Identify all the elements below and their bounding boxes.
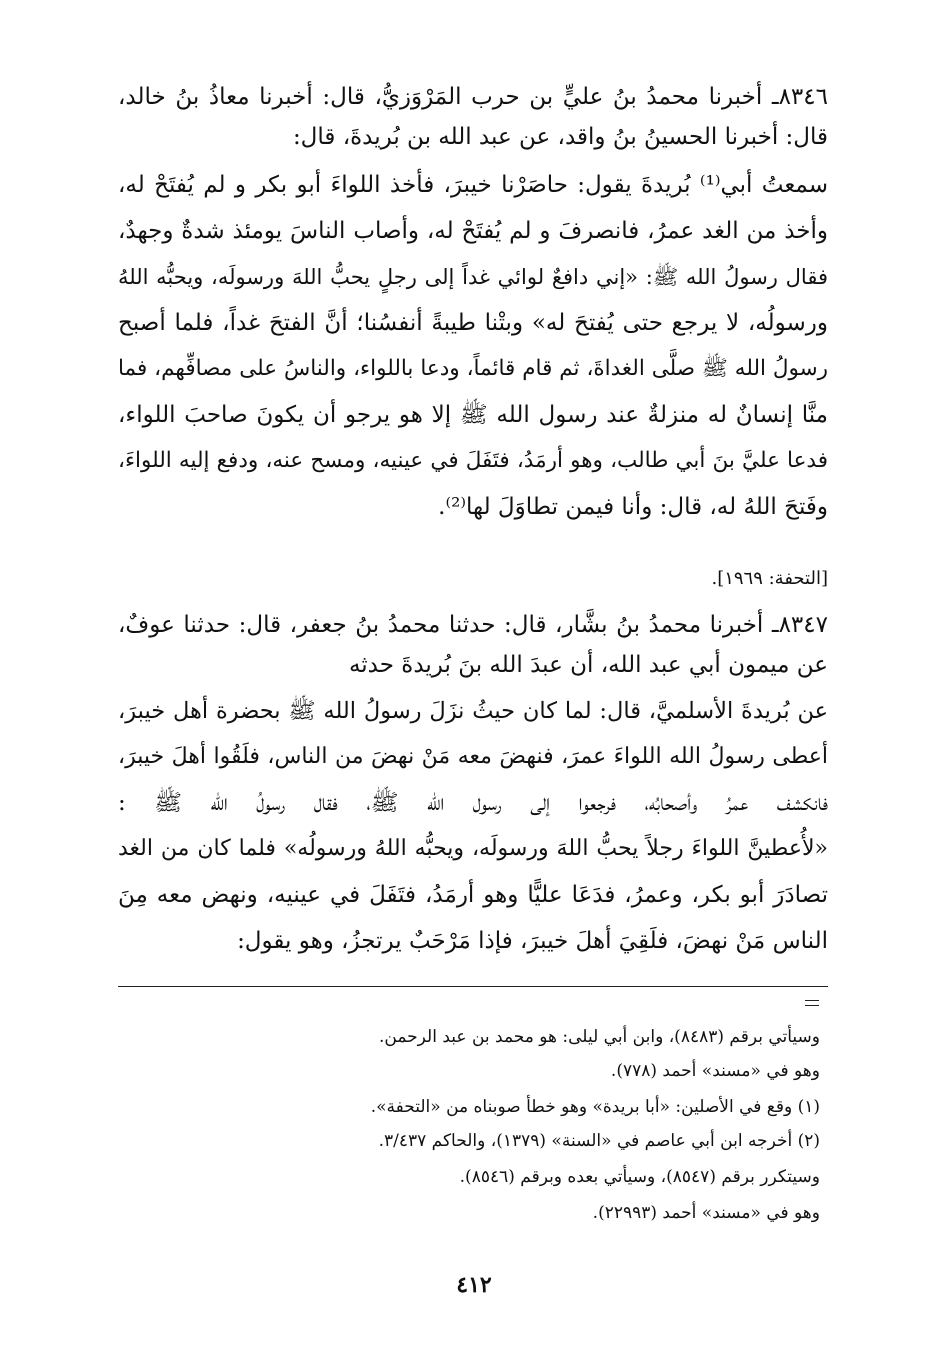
text-line: الناس مَنْ نهضَ، فلَقِيَ أهلَ خيبرَ، فإذا مَرْحَبٌ يرتجزُ، وهو يقول:: [237, 928, 828, 954]
text-line: عن ميمون أبي عبد الله، أن عبدَ الله بنَ بُريدةَ حدثه: [348, 652, 828, 678]
text-line: ورسولُه، لا يرجع حتى يُفتحَ له» وبتْنا طيبةً أنفسُنا؛ أنَّ الفتحَ غداً، فلما أصبح: [118, 310, 828, 336]
text-line: «لأُعطينَّ اللواءَ رجلاً يحبُّ اللهَ ورسولَه، ويحبُّه اللهُ ورسولُه» فلما كان من الغد: [118, 836, 828, 861]
footnote-line: وهو في «مسند» أحمد (٧٧٨).: [610, 1061, 820, 1081]
text-line: منَّا إنسانٌ له منزلةٌ عند رسول الله ﷺ إلا هو يرجو أن يكونَ صاحبَ اللواء،: [118, 402, 828, 428]
text-line: فانكشف عمرُ وأصحابُه، فرجعوا إلى رسول الله ﷺ، فقال رسولُ الله ﷺ :: [118, 790, 828, 816]
text-line: ٨٣٤٦ـ أخبرنا محمدُ بنُ عليٍّ بن حرب المَرْوَزيُّ، قال: أخبرنا معاذُ بنُ خالد،: [118, 84, 828, 110]
footnote-line: وسيتكرر برقم (٨٥٤٧)، وسيأتي بعده وبرقم (٨٥٤٦).: [459, 1167, 820, 1187]
text-line: أعطى رسولُ الله اللواءَ عمرَ، فنهضَ معه مَنْ نهضَ من الناس، فلَقُوا أهلَ خيبرَ،: [118, 744, 828, 769]
text-line: فقال رسولُ الله ﷺ: «إني دافعٌ لوائي غداً إلى رجلٍ يحبُّ اللهَ ورسولَه، ويحبُّه اللهُ: [118, 265, 828, 289]
continuation-mark: [805, 1000, 819, 1006]
footnote-line: وهو في «مسند» أحمد (٢٢٩٩٣).: [592, 1203, 820, 1223]
text-line: تصادَرَ أبو بكر، وعمرُ، فدَعَا عليًّا وهو أرمَدُ، فتَفَلَ في عينيه، ونهض معه مِنَ: [118, 882, 828, 908]
text-line: سمعتُ أبي⁽¹⁾ بُريدةَ يقول: حاصَرْنا خيبرَ، فأخذ اللواءَ أبو بكر و لم يُفتَحْ له،: [118, 172, 829, 198]
text-line: قال: أخبرنا الحسينُ بنُ واقد، عن عبد الله بن بُريدةَ، قال:: [292, 124, 828, 150]
hadith-8347: [118, 608, 828, 988]
text-line: عن بُريدةَ الأسلميَّ، قال: لما كان حيثُ نزَلَ رسولُ الله ﷺ بحضرة أهل خيبرَ،: [118, 698, 828, 724]
text-line: فدعا عليَّ بنَ أبي طالب، وهو أرمَدُ، فتَفَلَ في عينيه، ومسح عنه، ودفع إليه اللواءَ،: [118, 448, 828, 473]
page-number: ٤١٢: [456, 1272, 492, 1298]
text-line: ٨٣٤٧ـ أخبرنا محمدُ بنُ بشَّار، قال: حدثنا محمدُ بنُ جعفر، قال: حدثنا عوفٌ،: [118, 612, 828, 638]
footnote-line: وسيأتي برقم (٨٤٨٣)، وابن أبي ليلى: هو محمد بن عبد الرحمن.: [378, 1027, 820, 1047]
text-line: وفَتحَ اللهُ له، قال: وأنا فيمن تطاوَلَ لها⁽²⁾.: [438, 494, 828, 520]
footnote-line: (٢) أخرجه ابن أبي عاصم في «السنة» (١٣٧٩)، والحاكم ٣/٤٣٧.: [378, 1131, 820, 1151]
text-line: رسولُ الله ﷺ صلَّى الغداةَ، ثم قام قائماً، ودعا باللواء، والناسُ على مصافِّهم، فما: [118, 356, 828, 381]
tuhfa-reference: [التحفة: ١٩٦٩].: [711, 568, 828, 589]
hadith-8346: [118, 80, 828, 540]
text-line: وأخذ من الغد عمرُ، فانصرفَ و لم يُفتَحْ له، وأصاب الناسَ يومئذ شدةٌ وجهدٌ،: [118, 218, 828, 244]
footnote-line: (١) وقع في الأصلين: «أبا بريدة» وهو خطأ صوبناه من «التحفة».: [370, 1097, 820, 1117]
footnote-separator: [118, 986, 828, 987]
